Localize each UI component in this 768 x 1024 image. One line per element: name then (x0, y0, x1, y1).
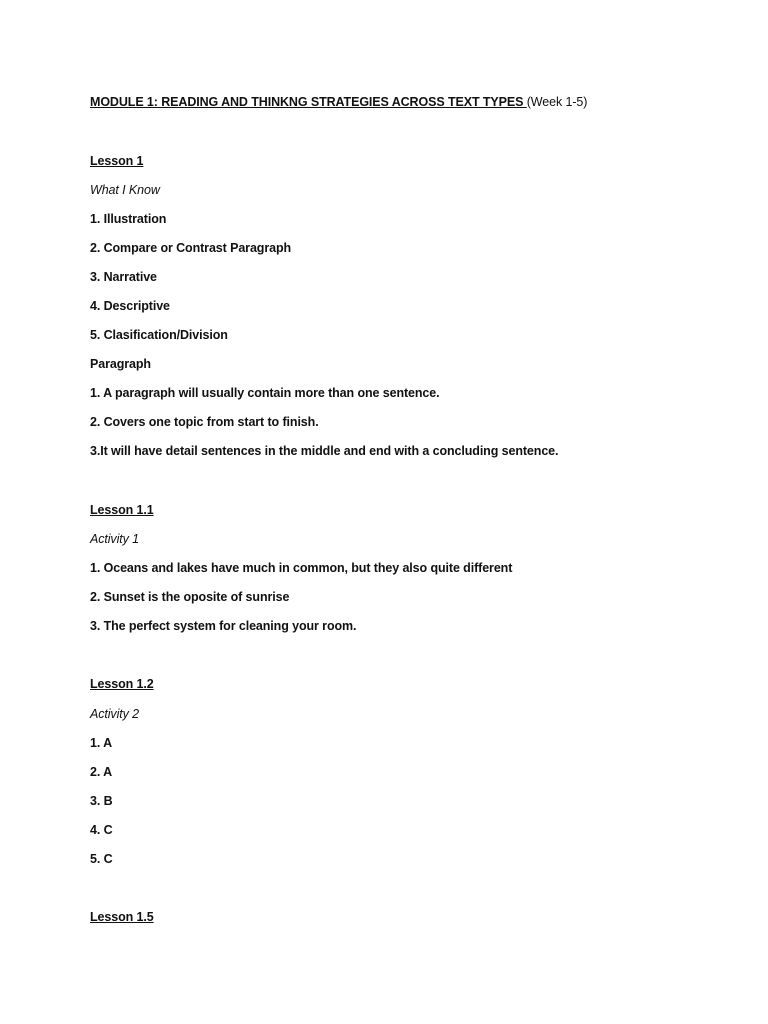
lesson-1-1-subheading: Activity 1 (90, 532, 140, 546)
lesson-1-2-subheading: Activity 2 (90, 707, 140, 721)
list-item: 1. Illustration (90, 212, 167, 226)
list-item: 2. Sunset is the oposite of sunrise (90, 590, 290, 604)
list-item: 1. Oceans and lakes have much in common, but they also quite different (90, 561, 513, 575)
lesson-1-heading: Lesson 1 (90, 154, 144, 168)
list-item: 4. Descriptive (90, 299, 170, 313)
list-item: 3. Narrative (90, 270, 157, 284)
module-weeks: (Week 1-5) (526, 95, 588, 109)
paragraph-heading: Paragraph (90, 357, 151, 371)
lesson-1-1-heading: Lesson 1.1 (90, 503, 154, 517)
module-title-line (90, 94, 587, 110)
lesson-1-2-heading: Lesson 1.2 (90, 677, 154, 691)
list-item: 5. C (90, 852, 113, 866)
list-item: 1. A (90, 736, 113, 750)
list-item: 3.It will have detail sentences in the middle and end with a concluding sentence. (90, 444, 559, 458)
list-item: 2. A (90, 765, 113, 779)
list-item: 3. B (90, 794, 113, 808)
list-item: 3. The perfect system for cleaning your room. (90, 619, 357, 633)
lesson-1-subheading: What I Know (90, 183, 160, 197)
lesson-1-5-heading: Lesson 1.5 (90, 910, 154, 924)
list-item: 1. A paragraph will usually contain more than one sentence. (90, 386, 440, 400)
module-title: MODULE 1: READING AND THINKNG STRATEGIES ACROSS TEXT TYPES (90, 95, 527, 109)
list-item: 2. Compare or Contrast Paragraph (90, 241, 292, 255)
list-item: 2. Covers one topic from start to finish. (90, 415, 319, 429)
list-item: 4. C (90, 823, 113, 837)
list-item: 5. Clasification/Division (90, 328, 228, 342)
